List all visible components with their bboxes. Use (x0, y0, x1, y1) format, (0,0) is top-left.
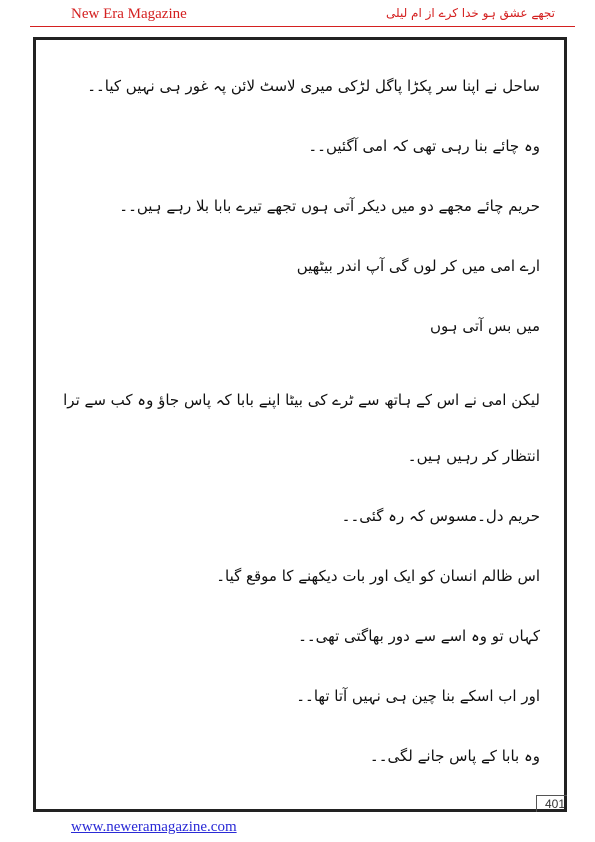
paragraph: میں بس آتی ہوں (430, 317, 540, 335)
header-divider (30, 26, 575, 27)
header-novel-title: تجھے عشق ہو خدا کرے از ام لیلی (385, 6, 555, 20)
page-number: 401 (536, 795, 567, 812)
paragraph: ارے امی میں کر لوں گی آپ اندر بیٹھیں (296, 257, 540, 275)
paragraph: اس ظالم انسان کو ایک اور بات دیکھنے کا موقع گیا۔ (216, 567, 540, 585)
header-magazine-name: New Era Magazine (71, 6, 187, 22)
paragraph: وہ چائے بنا رہی تھی کہ امی آگئیں۔۔ (308, 137, 540, 155)
paragraph: ساحل نے اپنا سر پکڑا پاگل لڑکی میری لاسٹ لائن پہ غور ہی نہیں کیا۔۔ (87, 77, 540, 95)
paragraph: کہاں تو وہ اسے سے دور بھاگتی تھی۔۔ (298, 627, 540, 645)
paragraph: حریم دل۔مسوس کہ رہ گئی۔۔ (341, 507, 540, 525)
paragraph: اور اب اسکے بنا چین ہی نہیں آتا تھا۔۔ (296, 687, 540, 705)
paragraph: حریم چائے مجھے دو میں دیکر آتی ہوں تجھے تیرے بابا بلا رہے ہیں۔۔ (119, 197, 540, 215)
paragraph: لیکن امی نے اس کے ہاتھ سے ٹرے کی بیٹا اپنے بابا کہ پاس جاؤ وہ کب سے ترا انتظار کر رہیں ہیں۔ (63, 391, 540, 465)
footer-website-link[interactable]: www.neweramagazine.com (71, 819, 237, 835)
paragraph: وہ بابا کے پاس جانے لگی۔۔ (369, 747, 540, 765)
story-text (60, 72, 540, 802)
